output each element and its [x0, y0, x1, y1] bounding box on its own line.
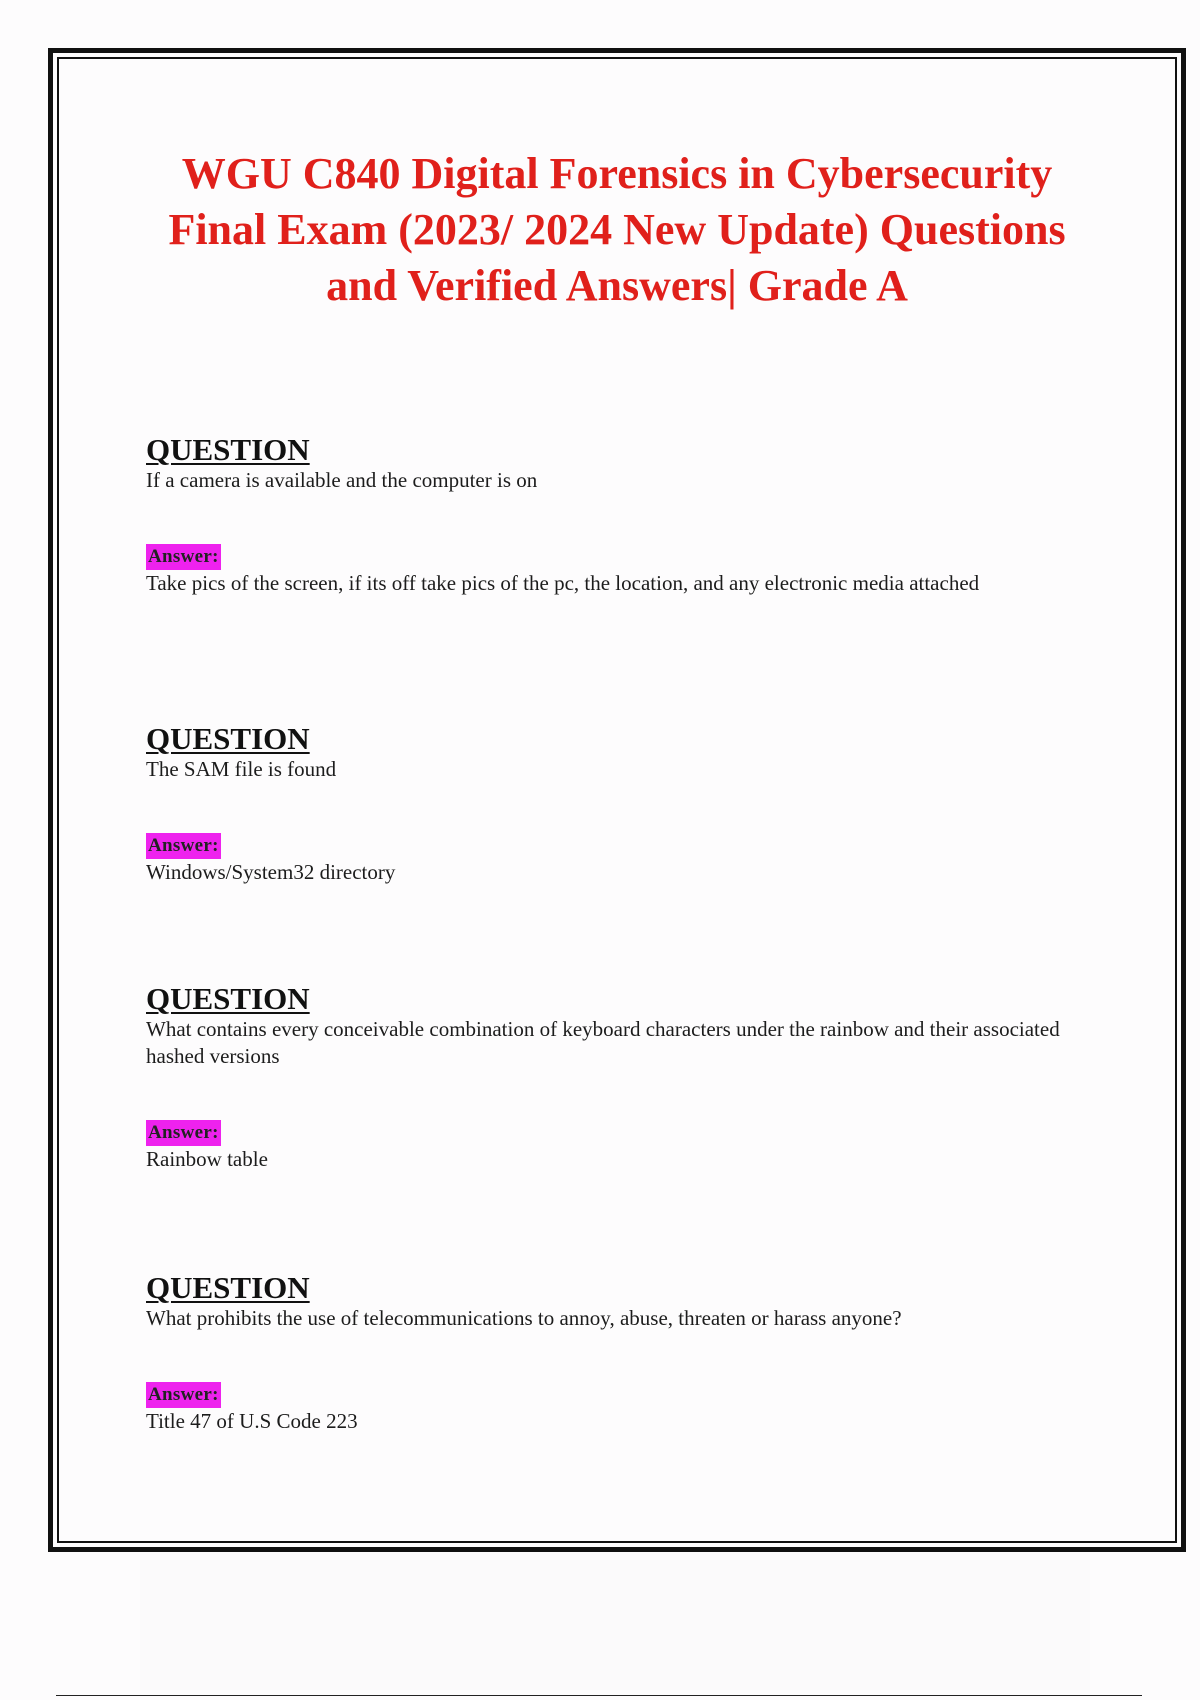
question-heading: QUESTION	[146, 1270, 310, 1305]
question-text: What prohibits the use of telecommunications to annoy, abuse, threaten or harass anyone?	[146, 1306, 902, 1330]
qa-item	[146, 1271, 1076, 1435]
question-heading: QUESTION	[146, 432, 310, 467]
question-text: If a camera is available and the computer is on	[146, 468, 538, 492]
question-heading: QUESTION	[146, 721, 310, 756]
answer-label: Answer:	[146, 833, 221, 859]
answer-label: Answer:	[146, 1382, 221, 1408]
lower-page-area	[140, 1560, 1090, 1690]
question-text: What contains every conceivable combination of keyboard characters under the rainbow and their associated hashed versions	[146, 1017, 1060, 1068]
qa-item	[146, 722, 1076, 886]
footer-rule	[56, 1695, 1142, 1696]
answer-text: Take pics of the screen, if its off take pics of the pc, the location, and any electronic media attached	[146, 571, 980, 595]
answer-text: Windows/System32 directory	[146, 860, 396, 884]
answer-label: Answer:	[146, 544, 221, 570]
question-heading: QUESTION	[146, 981, 310, 1016]
answer-text: Rainbow table	[146, 1147, 268, 1171]
answer-label: Answer:	[146, 1120, 221, 1146]
qa-item	[146, 433, 1076, 597]
answer-text: Title 47 of U.S Code 223	[146, 1409, 358, 1433]
question-text: The SAM file is found	[146, 757, 337, 781]
document-title: WGU C840 Digital Forensics in Cybersecurity Final Exam (2023/ 2024 New Update) Questions and Verified Answers| Grade A	[168, 149, 1066, 310]
qa-item	[146, 982, 1076, 1173]
